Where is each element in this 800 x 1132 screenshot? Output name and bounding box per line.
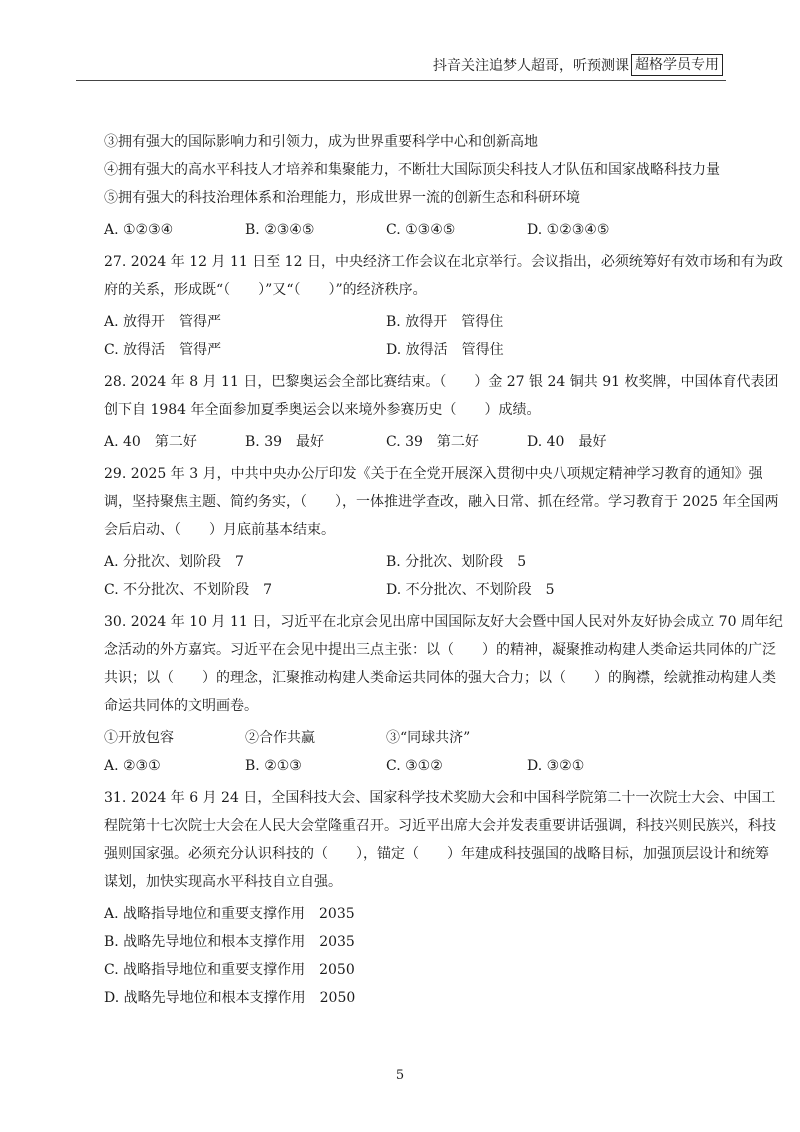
question-item: ③“同球共济” xyxy=(386,730,471,746)
answer-option: A. 放得开 管得严 xyxy=(104,314,222,330)
answer-option: D. 战略先导地位和根本支撑作用 2050 xyxy=(104,990,356,1006)
answer-option: B. 放得开 管得住 xyxy=(386,314,504,330)
header-divider xyxy=(76,80,726,81)
answer-option: D. 40 最好 xyxy=(527,434,607,450)
answer-option: B. 战略先导地位和根本支撑作用 2035 xyxy=(104,934,355,950)
answer-option: D. ③②① xyxy=(527,758,585,774)
question-stem: 念活动的外方嘉宾。习近平在会见中提出三点主张：以（ ）的精神，凝聚推动构建人类命运共同体的广泛 xyxy=(104,642,776,658)
page-header xyxy=(433,54,723,76)
answer-options xyxy=(104,308,724,336)
question-stem: 31. 2024 年 6 月 24 日，全国科技大会、国家科学技术奖励大会和中国科学院第二十一次院士大会、中国工 xyxy=(104,790,776,806)
answer-option: B. ②①③ xyxy=(245,758,302,774)
answer-option: D. ①②③④⑤ xyxy=(527,222,610,238)
answer-option: A. ②③① xyxy=(104,758,161,774)
question-items xyxy=(104,724,724,752)
answer-option: B. 分批次、划阶段 5 xyxy=(386,554,527,570)
answer-option: B. ②③④⑤ xyxy=(245,222,315,238)
question-stem: 29. 2025 年 3 月，中共中央办公厅印发《关于在全党开展深入贯彻中央八项规定精神学习教育的通知》强 xyxy=(104,466,763,482)
answer-option: C. ③①② xyxy=(386,758,443,774)
question-stem: 30. 2024 年 10 月 11 日，习近平在北京会见出席中国国际友好大会暨中国人民对外友好协会成立 70 周年纪 xyxy=(104,614,783,630)
question-item: ⑤拥有强大的科技治理体系和治理能力，形成世界一流的创新生态和科研环境 xyxy=(104,190,580,206)
header-text: 抖音关注追梦人超哥，听预测课 xyxy=(433,58,629,74)
question-stem: 程院第十七次院士大会在人民大会堂隆重召开。习近平出席大会并发表重要讲话强调，科技兴则民族兴，科技 xyxy=(104,818,776,834)
question-stem: 命运共同体的文明画卷。 xyxy=(104,698,258,714)
answer-option: A. 战略指导地位和重要支撑作用 2035 xyxy=(104,906,355,922)
question-stem: 谋划，加快实现高水平科技自立自强。 xyxy=(104,874,342,890)
answer-option: C. 放得活 管得严 xyxy=(104,342,222,358)
answer-option: A. ①②③④ xyxy=(104,222,174,238)
answer-option: C. 战略指导地位和重要支撑作用 2050 xyxy=(104,962,355,978)
question-stem: 强则国家强。必须充分认识科技的（ ），锚定（ ）年建成科技强国的战略目标，加强顶层设计和统筹 xyxy=(104,846,769,862)
answer-options xyxy=(104,548,724,576)
answer-option: C. 39 第二好 xyxy=(386,434,479,450)
question-stem: 调，坚持聚焦主题、简约务实，（ ），一体推进学查改，融入日常、抓在经常。学习教育于 2025 年全国两 xyxy=(104,494,779,510)
answer-option: C. ①③④⑤ xyxy=(386,222,456,238)
question-item: ①开放包容 xyxy=(104,730,174,746)
answer-option: A. 40 第二好 xyxy=(104,434,197,450)
answer-option: D. 放得活 管得住 xyxy=(386,342,504,358)
page-number: 5 xyxy=(395,1068,405,1083)
answer-options xyxy=(104,216,724,244)
question-stem: 27. 2024 年 12 月 11 日至 12 日，中央经济工作会议在北京举行。会议指出，必须统筹好有效市场和有为政 xyxy=(104,254,783,270)
answer-options xyxy=(104,428,724,456)
answer-options xyxy=(104,576,724,604)
question-item: ④拥有强大的高水平科技人才培养和集聚能力，不断壮大国际顶尖科技人才队伍和国家战略科技力量 xyxy=(104,162,720,178)
question-stem: 28. 2024 年 8 月 11 日，巴黎奥运会全部比赛结束。（ ）金 27 银 24 铜共 91 枚奖牌，中国体育代表团 xyxy=(104,374,779,390)
question-content xyxy=(104,128,783,1012)
answer-options xyxy=(104,752,724,780)
header-badge: 超格学员专用 xyxy=(631,54,723,76)
question-item: ②合作共赢 xyxy=(245,730,315,746)
answer-option: C. 不分批次、不划阶段 7 xyxy=(104,582,273,598)
question-item: ③拥有强大的国际影响力和引领力，成为世界重要科学中心和创新高地 xyxy=(104,134,538,150)
answer-option: B. 39 最好 xyxy=(245,434,325,450)
answer-options xyxy=(104,336,724,364)
answer-option: D. 不分批次、不划阶段 5 xyxy=(386,582,555,598)
question-stem: 府的关系，形成既“（ ）”又“（ ）”的经济秩序。 xyxy=(104,282,427,298)
answer-option: A. 分批次、划阶段 7 xyxy=(104,554,244,570)
question-stem: 创下自 1984 年全面参加夏季奥运会以来境外参赛历史（ ）成绩。 xyxy=(104,402,541,418)
question-stem: 共识；以（ ）的理念，汇聚推动构建人类命运共同体的强大合力；以（ ）的胸襟，绘就推动构建人类 xyxy=(104,670,776,686)
question-stem: 会后启动、（ ）月底前基本结束。 xyxy=(104,522,335,538)
